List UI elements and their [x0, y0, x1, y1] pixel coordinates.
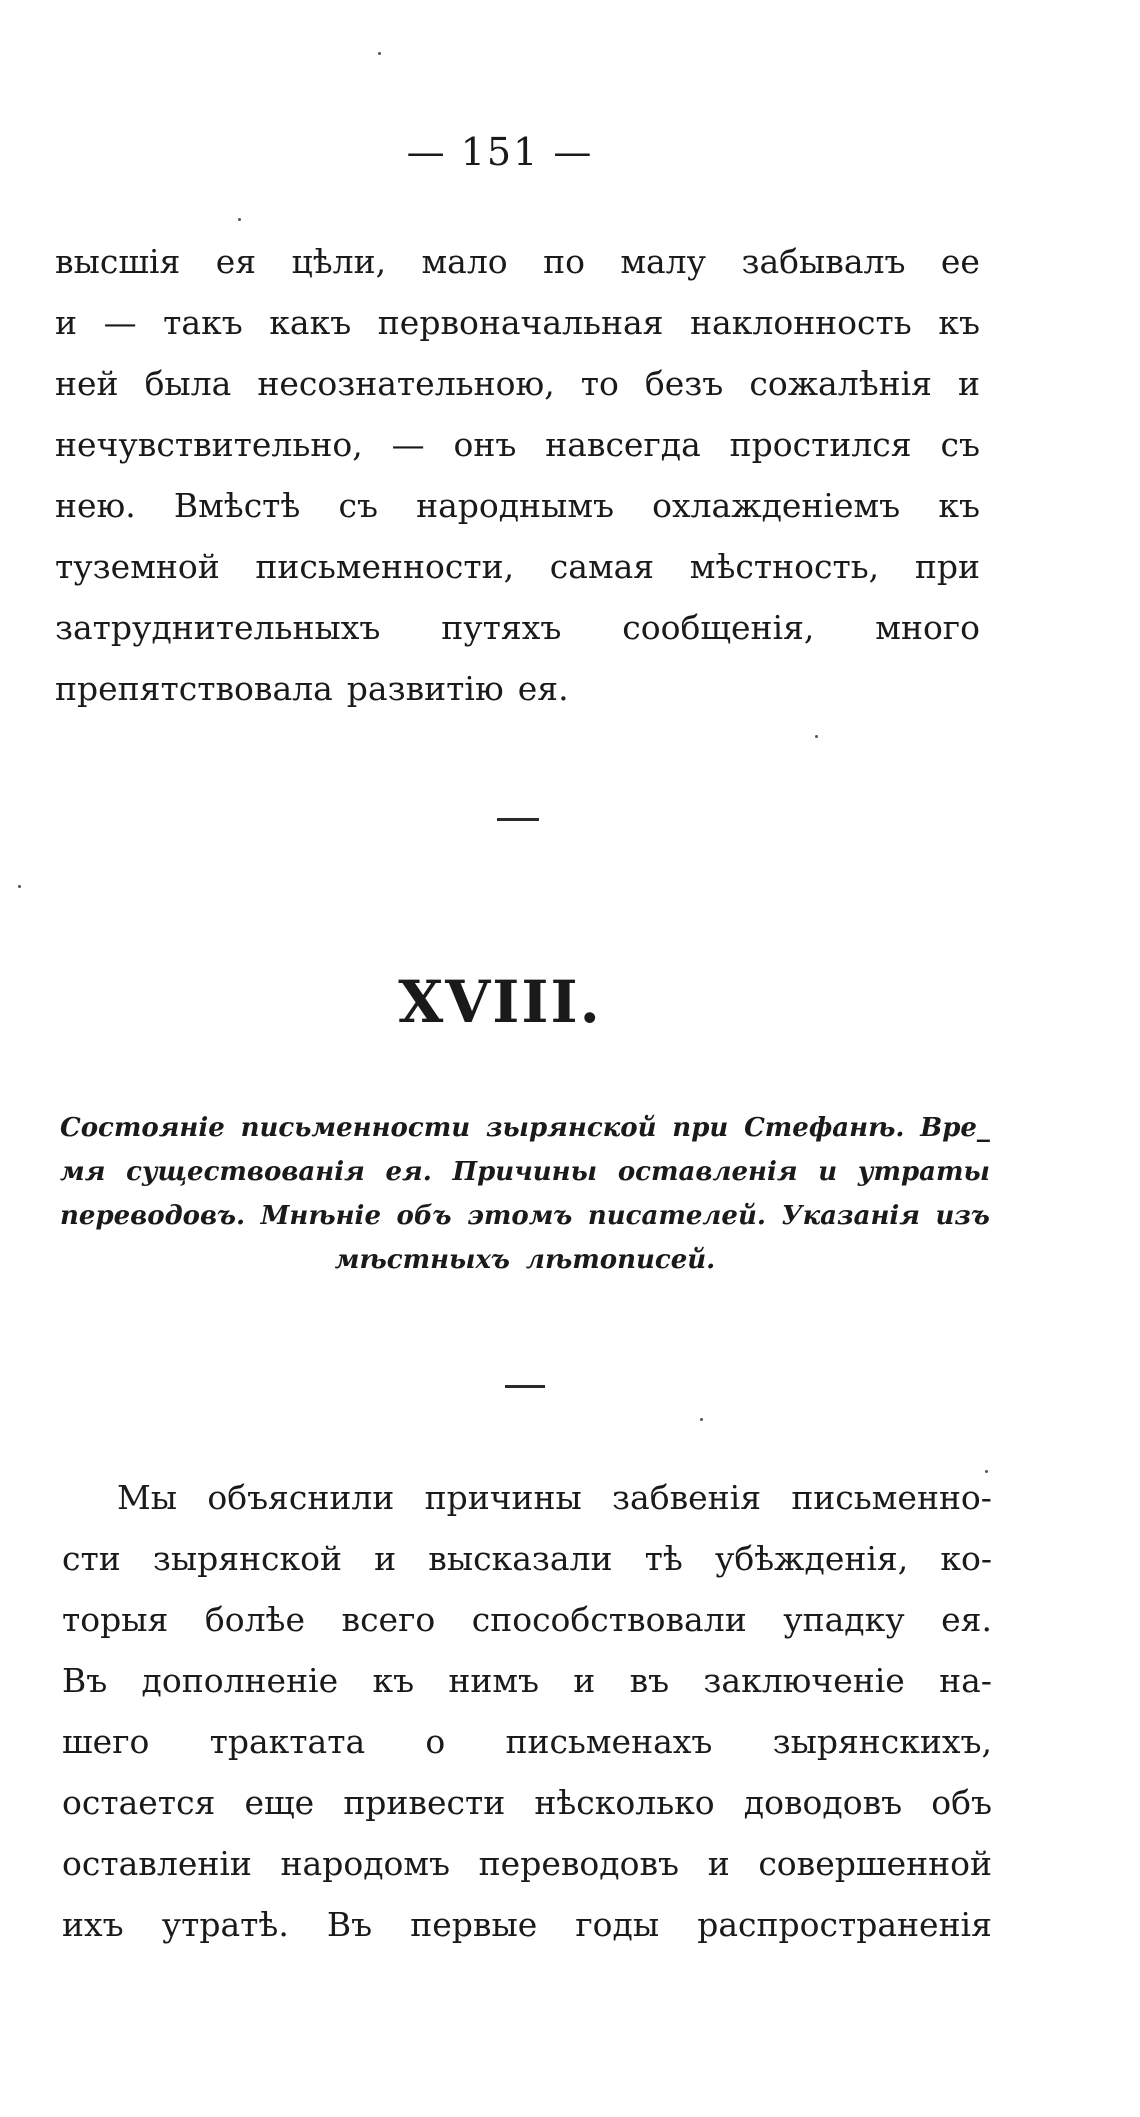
word: Причины: [452, 1157, 598, 1187]
word: навсегда: [545, 425, 701, 464]
word: на-: [939, 1661, 992, 1700]
text-line: [62, 1650, 992, 1711]
word: забывалъ: [741, 242, 906, 281]
word: охлажденіемъ: [652, 486, 901, 525]
word: заключеніе: [703, 1661, 905, 1700]
word: нѣсколько: [534, 1783, 715, 1822]
word: ко-: [940, 1539, 992, 1578]
word: мало: [421, 242, 508, 281]
word: забвенія: [612, 1478, 762, 1517]
top-paragraph: [55, 231, 980, 719]
paper-speck: [238, 218, 241, 221]
word: народомъ: [280, 1844, 451, 1883]
word: и: [707, 1844, 730, 1883]
word: къ: [938, 486, 980, 525]
word: высшія: [55, 242, 181, 281]
word: переводовъ.: [60, 1201, 246, 1231]
summary-line: [60, 1194, 990, 1238]
word: зырянскихъ,: [772, 1722, 992, 1761]
word: нечувствительно,: [55, 425, 363, 464]
word: Вре_: [920, 1113, 990, 1143]
word: нею.: [55, 486, 136, 525]
word: сообщенія,: [622, 608, 815, 647]
word: онъ: [453, 425, 517, 464]
section-divider: [497, 818, 539, 821]
word: съ: [338, 486, 378, 525]
text-line: [55, 231, 980, 292]
word: простился: [729, 425, 912, 464]
word: зырянской: [152, 1539, 343, 1578]
word: Стефанѣ.: [744, 1113, 905, 1143]
paper-speck: [815, 735, 818, 738]
chapter-summary: [60, 1106, 990, 1282]
word: причины: [424, 1478, 582, 1517]
text-line: [55, 536, 980, 597]
word: изъ: [935, 1201, 990, 1231]
word: много: [875, 608, 980, 647]
word: привести: [343, 1783, 506, 1822]
word: мѣстность,: [689, 547, 880, 586]
word: зырянской: [485, 1113, 657, 1143]
word: препятствовала: [55, 669, 333, 708]
section-divider: [505, 1385, 545, 1388]
word: ея: [215, 242, 257, 281]
word: Мы: [117, 1478, 178, 1517]
paper-speck: [700, 1418, 703, 1421]
word: въ: [629, 1661, 670, 1700]
word: и: [374, 1539, 397, 1578]
word: первоначальная: [377, 303, 664, 342]
word: убѣжденія,: [714, 1539, 909, 1578]
word: ея.: [941, 1600, 992, 1639]
word: сожалѣнія: [749, 364, 932, 403]
word: ихъ: [62, 1905, 124, 1944]
word: письменности,: [255, 547, 515, 586]
word: —: [391, 425, 425, 464]
text-line: [55, 475, 980, 536]
body-paragraph: [62, 1467, 992, 1955]
word: мѣстныхъ: [334, 1245, 510, 1275]
word: малу: [620, 242, 707, 281]
word: какъ: [269, 303, 352, 342]
word: торыя: [62, 1600, 169, 1639]
word: мя: [60, 1157, 106, 1187]
word: ней: [55, 364, 119, 403]
word: путяхъ: [441, 608, 562, 647]
word: упадку: [783, 1600, 905, 1639]
word: первые: [410, 1905, 538, 1944]
word: народнымъ: [416, 486, 614, 525]
word: была: [144, 364, 232, 403]
summary-line: [60, 1150, 990, 1194]
word: развитію: [346, 669, 504, 708]
word: нимъ: [448, 1661, 539, 1700]
word: Въ: [62, 1661, 108, 1700]
word: Мнѣніе: [260, 1201, 381, 1231]
word: существованія: [126, 1157, 365, 1187]
word: Вмѣстѣ: [173, 486, 301, 525]
word: при: [672, 1113, 729, 1143]
word: оставленіи: [62, 1844, 252, 1883]
word: съ: [940, 425, 980, 464]
word: писателей.: [587, 1201, 766, 1231]
text-line: [55, 414, 980, 475]
word: ея.: [385, 1157, 432, 1187]
word: еще: [244, 1783, 315, 1822]
word: доводовъ: [743, 1783, 903, 1822]
word: несознательною,: [257, 364, 555, 403]
text-line: [55, 353, 980, 414]
word: дополненіе: [141, 1661, 339, 1700]
word: лѣтописей.: [525, 1245, 716, 1275]
word: по: [543, 242, 585, 281]
text-line: [62, 1528, 992, 1589]
word: совершенной: [758, 1844, 992, 1883]
word: о: [425, 1722, 446, 1761]
summary-line: [60, 1238, 990, 1282]
word: и: [818, 1157, 838, 1187]
page-number: — 151 —: [406, 130, 594, 174]
paper-speck: [18, 885, 21, 888]
word: то: [580, 364, 619, 403]
word: —: [103, 303, 137, 342]
word: утратѣ.: [161, 1905, 289, 1944]
word: объяснили: [207, 1478, 395, 1517]
word: самая: [549, 547, 655, 586]
word: оставленія: [617, 1157, 798, 1187]
text-line: [55, 292, 980, 353]
word: годы: [575, 1905, 660, 1944]
word: распространенія: [697, 1905, 992, 1944]
word: и: [958, 364, 980, 403]
word: сти: [62, 1539, 121, 1578]
word: тѣ: [644, 1539, 683, 1578]
word: письменности: [240, 1113, 471, 1143]
word: туземной: [55, 547, 220, 586]
word: шего: [62, 1722, 150, 1761]
word: всего: [341, 1600, 436, 1639]
word: ее: [940, 242, 980, 281]
text-line: [62, 1833, 992, 1894]
text-line: [62, 1467, 992, 1528]
word: цѣли,: [291, 242, 387, 281]
word: ея.: [517, 669, 569, 708]
word: утраты: [857, 1157, 990, 1187]
text-line: [62, 1711, 992, 1772]
word: и: [573, 1661, 596, 1700]
word: Въ: [326, 1905, 373, 1944]
word: Состояніе: [60, 1113, 225, 1143]
word: Указанія: [781, 1201, 920, 1231]
word: этомъ: [467, 1201, 573, 1231]
text-line: [62, 1772, 992, 1833]
text-line: [55, 597, 980, 658]
summary-line: [60, 1106, 990, 1150]
word: болѣе: [204, 1600, 305, 1639]
word: трактата: [209, 1722, 366, 1761]
word: высказали: [428, 1539, 613, 1578]
text-line: [55, 658, 980, 719]
word: такъ: [163, 303, 243, 342]
chapter-heading: XVIII.: [398, 968, 602, 1036]
word: переводовъ: [478, 1844, 680, 1883]
word: остается: [62, 1783, 216, 1822]
word: объ: [396, 1201, 452, 1231]
word: къ: [938, 303, 980, 342]
text-line: [62, 1894, 992, 1955]
word: объ: [931, 1783, 992, 1822]
text-line: [62, 1589, 992, 1650]
word: наклонность: [690, 303, 912, 342]
word: безъ: [644, 364, 724, 403]
word: письменахъ: [505, 1722, 713, 1761]
word: затруднительныхъ: [55, 608, 381, 647]
word: къ: [372, 1661, 415, 1700]
paper-speck: [378, 52, 381, 55]
word: при: [914, 547, 980, 586]
word: письменно-: [791, 1478, 992, 1517]
word: способствовали: [471, 1600, 747, 1639]
word: и: [55, 303, 77, 342]
paper-speck: [985, 1470, 988, 1473]
